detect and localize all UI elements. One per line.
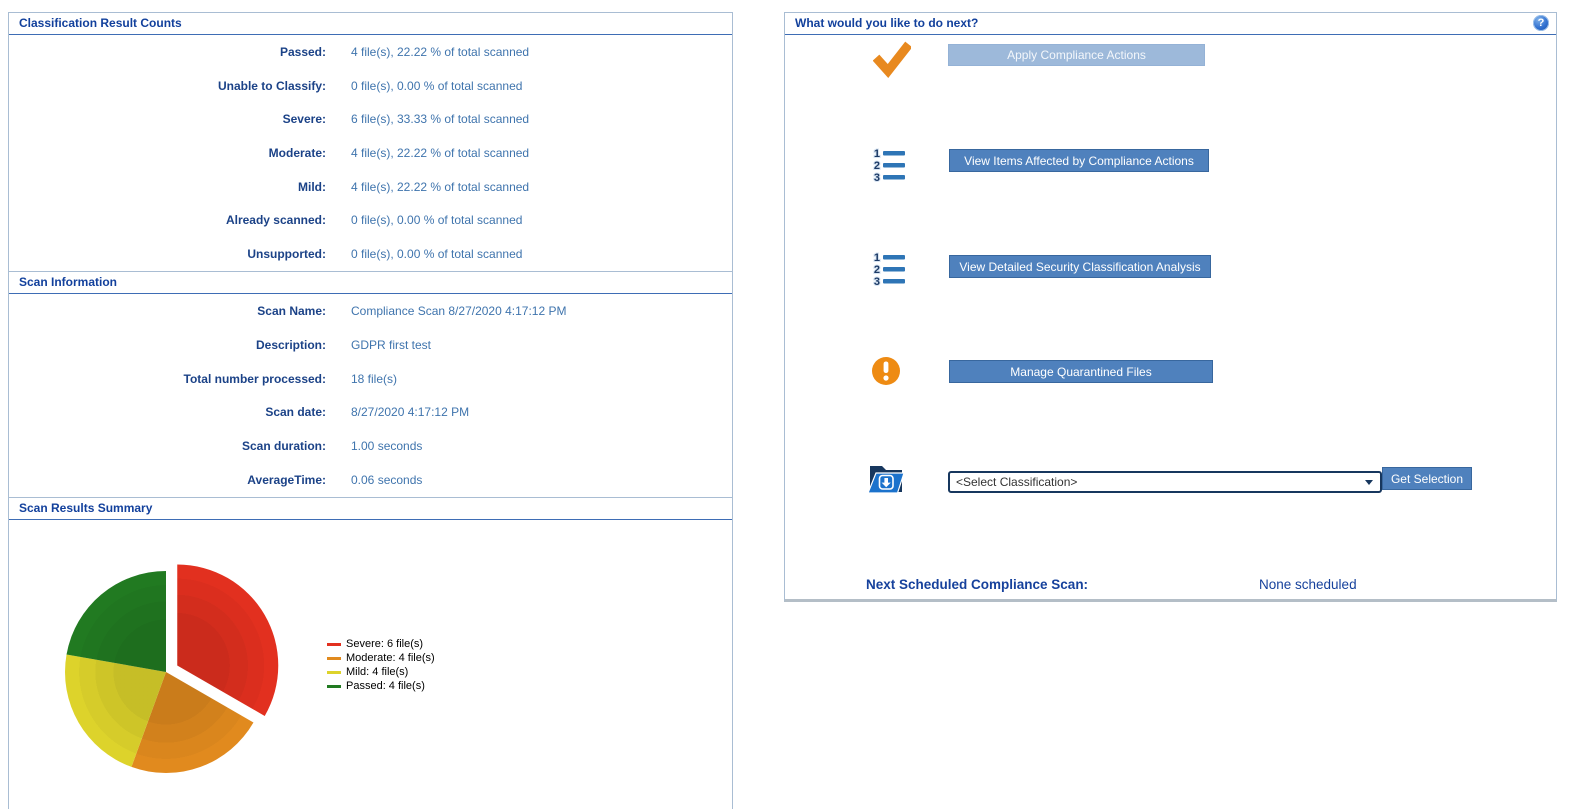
svg-text:1: 1: [873, 148, 880, 160]
svg-text:3: 3: [873, 276, 880, 288]
legend-item: [327, 679, 435, 693]
info-row-label: Mild:: [298, 179, 326, 194]
info-row-value: 18 file(s): [351, 371, 398, 386]
info-row: [9, 102, 732, 136]
legend-swatch: [327, 657, 341, 660]
scan-results-panel: [8, 12, 733, 809]
legend-item: [327, 665, 435, 679]
numbered-list-icon: [870, 147, 906, 192]
what-next-header: [785, 13, 1556, 35]
legend-swatch: [327, 643, 341, 646]
info-row-label: Unsupported:: [247, 247, 326, 262]
checkmark-icon: [873, 41, 911, 84]
info-row-value: Compliance Scan 8/27/2020 4:17:12 PM: [351, 303, 567, 318]
legend-swatch: [327, 685, 341, 688]
info-row-value: 1.00 seconds: [351, 439, 423, 454]
info-row: [9, 237, 732, 271]
svg-text:2: 2: [873, 160, 880, 172]
info-row: [9, 429, 732, 463]
folder-download-icon: [867, 461, 905, 502]
chevron-down-icon: [1365, 480, 1373, 485]
manage-quarantined-files-button[interactable]: Manage Quarantined Files: [949, 360, 1213, 383]
get-selection-button[interactable]: Get Selection: [1382, 467, 1472, 490]
view-items-affected-button[interactable]: View Items Affected by Compliance Actions: [949, 149, 1209, 172]
info-row-label: Severe:: [282, 112, 326, 127]
info-row-label: Passed:: [279, 44, 326, 59]
svg-text:1: 1: [873, 252, 880, 264]
warning-icon: [872, 357, 900, 390]
info-row: [9, 294, 732, 328]
info-row: [9, 463, 732, 497]
info-row-value: 4 file(s), 22.22 % of total scanned: [351, 146, 530, 161]
info-row-value: 0 file(s), 0.00 % of total scanned: [351, 213, 523, 228]
help-icon[interactable]: ?: [1533, 15, 1549, 31]
legend-item: [327, 637, 435, 651]
numbered-list-icon: [870, 251, 906, 296]
info-row-label: Already scanned:: [225, 213, 326, 228]
pie-slice-passed: [67, 571, 166, 672]
view-detailed-analysis-button[interactable]: View Detailed Security Classification Analysis: [949, 255, 1211, 278]
info-row-value: 0 file(s), 0.00 % of total scanned: [351, 247, 523, 262]
info-row-label: AverageTime:: [247, 473, 326, 488]
svg-text:3: 3: [873, 172, 880, 184]
info-row: [9, 35, 732, 69]
scan-results-summary-chart: [9, 520, 732, 807]
info-row-value: GDPR first test: [351, 337, 432, 352]
what-next-title: What would you like to do next?: [795, 16, 979, 30]
legend-swatch: [327, 671, 341, 674]
info-row: [9, 362, 732, 396]
legend-label: Severe: 6 file(s): [346, 638, 424, 650]
info-row-value: 0.06 seconds: [351, 473, 423, 488]
info-row-label: Total number processed:: [183, 371, 326, 386]
info-row-label: Unable to Classify:: [217, 78, 326, 93]
info-row-value: 0 file(s), 0.00 % of total scanned: [351, 78, 523, 93]
info-row-label: Scan Name:: [257, 303, 326, 318]
info-row: [9, 328, 732, 362]
pie-chart-legend: [327, 637, 435, 693]
info-row: [9, 136, 732, 170]
scan-information-header: Scan Information: [9, 271, 732, 294]
next-scheduled-scan-label: Next Scheduled Compliance Scan:: [866, 577, 1089, 592]
info-row-label: Scan date:: [265, 405, 326, 420]
classification-dropdown[interactable]: [948, 471, 1382, 493]
legend-label: Mild: 4 file(s): [346, 666, 409, 678]
scan-results-summary-header: Scan Results Summary: [9, 497, 732, 520]
legend-label: Passed: 4 file(s): [346, 680, 425, 692]
classification-dropdown-value: <Select Classification>: [956, 475, 1078, 489]
info-row-value: 4 file(s), 22.22 % of total scanned: [351, 179, 530, 194]
info-row: [9, 69, 732, 103]
info-row-value: 6 file(s), 33.33 % of total scanned: [351, 112, 530, 127]
legend-label: Moderate: 4 file(s): [346, 652, 435, 664]
next-actions-panel: [784, 12, 1557, 602]
classification-result-counts-header: Classification Result Counts: [9, 13, 732, 35]
info-row: [9, 204, 732, 238]
scan-information-rows: [9, 294, 732, 497]
info-row: [9, 170, 732, 204]
info-row-label: Scan duration:: [241, 439, 326, 454]
svg-text:2: 2: [873, 264, 880, 276]
classification-result-rows: [9, 35, 732, 271]
info-row-value: 4 file(s), 22.22 % of total scanned: [351, 44, 530, 59]
apply-compliance-actions-button[interactable]: Apply Compliance Actions: [948, 44, 1205, 66]
info-row-label: Description:: [255, 337, 326, 352]
info-row-value: 8/27/2020 4:17:12 PM: [351, 405, 470, 420]
legend-item: [327, 651, 435, 665]
info-row: [9, 395, 732, 429]
info-row-label: Moderate:: [268, 146, 326, 161]
next-scheduled-scan-value: None scheduled: [1259, 577, 1357, 592]
